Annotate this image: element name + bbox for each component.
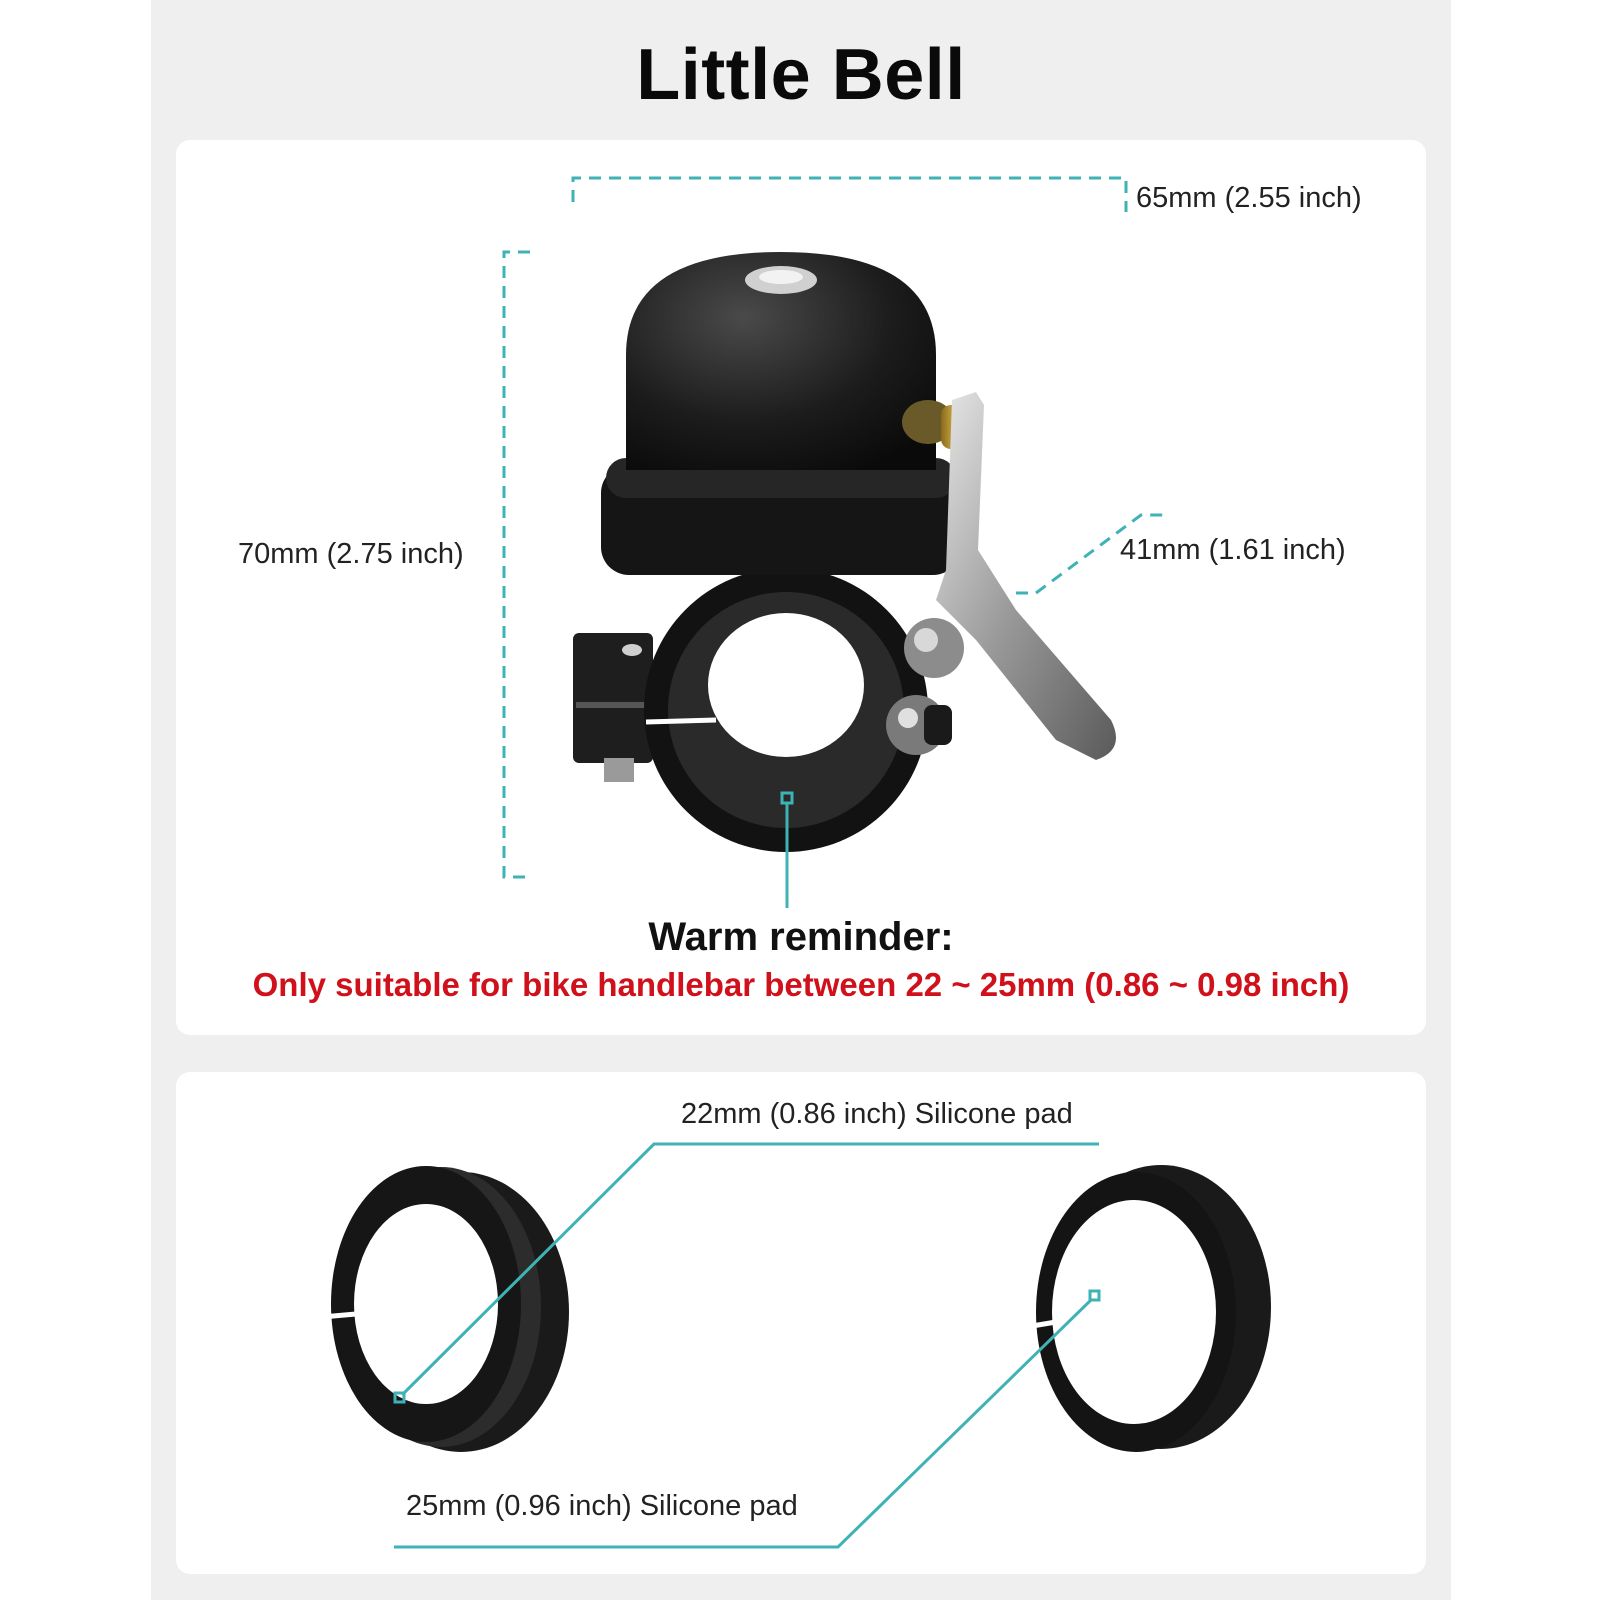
product-infographic <box>151 0 1451 1600</box>
bell-dimensions-panel <box>176 140 1426 1035</box>
pads-illustration <box>176 1072 1426 1574</box>
height-label: 70mm (2.75 inch) <box>238 538 464 570</box>
clamp <box>573 568 928 908</box>
pad-22mm <box>288 1166 569 1452</box>
height-dimension-line <box>504 252 530 877</box>
pad-22mm-label: 22mm (0.86 inch) Silicone pad <box>681 1098 1073 1130</box>
pad-25mm-label: 25mm (0.96 inch) Silicone pad <box>406 1490 798 1522</box>
depth-label: 41mm (1.61 inch) <box>1120 534 1346 566</box>
reminder-title: Warm reminder: <box>648 915 954 959</box>
page-title: Little Bell <box>636 35 966 115</box>
width-dimension-line <box>573 178 1126 212</box>
reminder-text: Only suitable for bike handlebar between 22 ~ 25mm (0.86 ~ 0.98 inch) <box>252 966 1350 1003</box>
silicone-pads-panel <box>176 1072 1426 1574</box>
bell-illustration <box>176 140 1426 1035</box>
width-label: 65mm (2.55 inch) <box>1136 182 1362 214</box>
pad-25mm <box>996 1165 1271 1452</box>
